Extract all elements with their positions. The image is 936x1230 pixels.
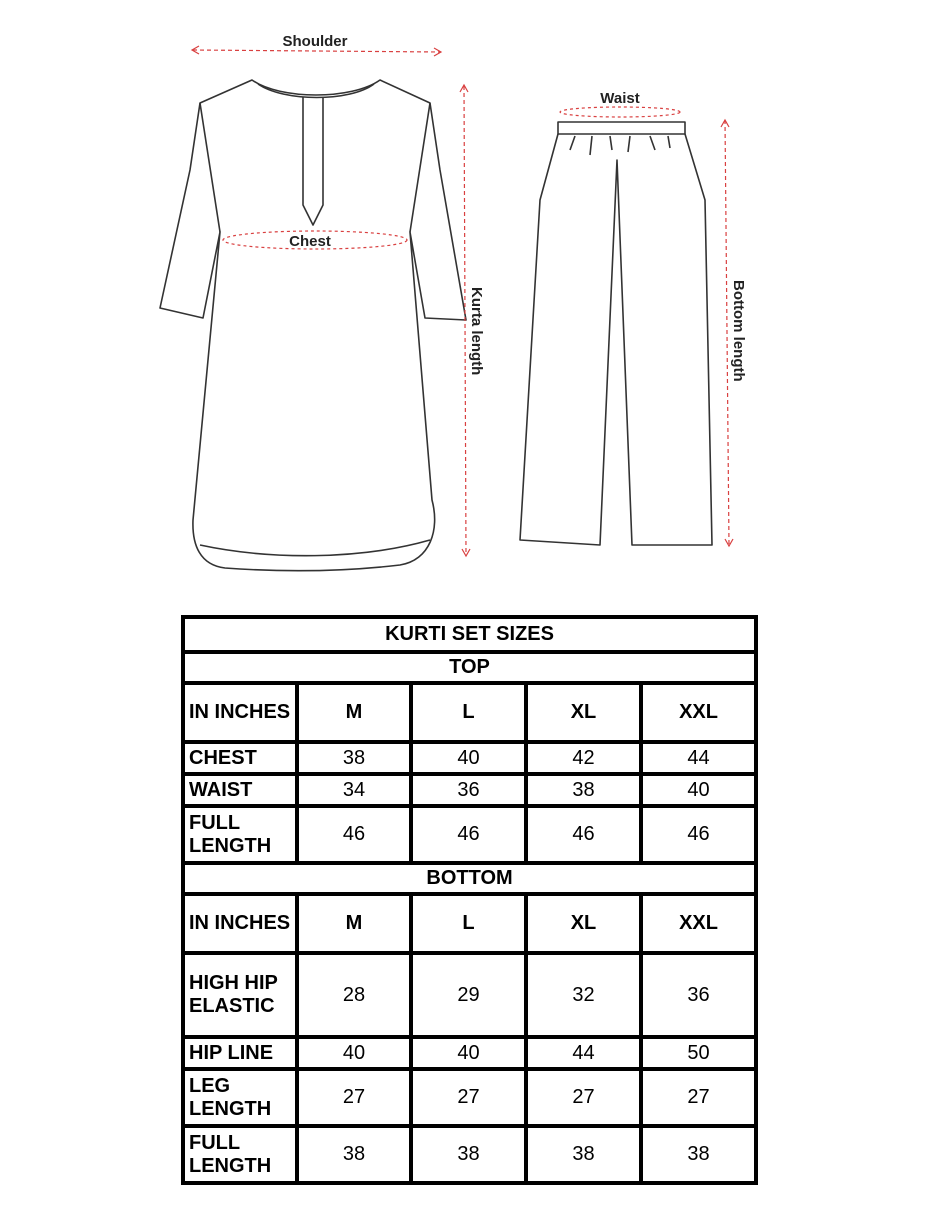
table-title-row: [183, 617, 756, 652]
cell-value: 28: [297, 953, 411, 1037]
cell-value: 44: [526, 1037, 641, 1069]
top-size-header: XL: [526, 683, 641, 742]
waist-label: Waist: [600, 90, 640, 107]
chest-label: Chest: [289, 233, 331, 250]
cell-value: 40: [411, 1037, 526, 1069]
bottom-unit-label: IN INCHES: [183, 894, 297, 953]
cell-value: 36: [641, 953, 756, 1037]
bottom-size-header: L: [411, 894, 526, 953]
kurta-placket: [303, 97, 323, 225]
table-row: [183, 806, 756, 863]
cell-value: 38: [297, 1126, 411, 1183]
kurta-left-sleeve-seam: [200, 103, 220, 232]
cell-value: 36: [411, 774, 526, 806]
kurta-outline: [160, 80, 466, 571]
bottom-size-header: M: [297, 894, 411, 953]
bottom-size-header: XXL: [641, 894, 756, 953]
cell-value: 27: [297, 1069, 411, 1126]
kurta-right-sleeve-seam: [410, 103, 430, 232]
row-label: HIP LINE: [183, 1037, 297, 1069]
cell-value: 40: [411, 742, 526, 774]
row-label: LEG LENGTH: [183, 1069, 297, 1126]
top-header-row: [183, 683, 756, 742]
table-row: [183, 953, 756, 1037]
row-label: FULL LENGTH: [183, 806, 297, 863]
cell-value: 29: [411, 953, 526, 1037]
kurta-length-label: Kurta length: [468, 287, 485, 376]
kurta-drawing: [160, 80, 466, 571]
cell-value: 38: [526, 774, 641, 806]
table-row: [183, 1037, 756, 1069]
cell-value: 27: [526, 1069, 641, 1126]
table-row: [183, 1126, 756, 1183]
kurta-hem-stitch: [200, 540, 430, 556]
top-size-header: M: [297, 683, 411, 742]
cell-value: 38: [411, 1126, 526, 1183]
top-section-row: [183, 652, 756, 683]
cell-value: 40: [297, 1037, 411, 1069]
row-label: WAIST: [183, 774, 297, 806]
waist-measure-ellipse: [560, 107, 680, 117]
bottom-length-measure-line: [725, 120, 729, 545]
bottom-section-row: [183, 863, 756, 894]
pants-waistband: [558, 122, 685, 134]
cell-value: 46: [526, 806, 641, 863]
cell-value: 38: [641, 1126, 756, 1183]
cell-value: 42: [526, 742, 641, 774]
cell-value: 44: [641, 742, 756, 774]
row-label: CHEST: [183, 742, 297, 774]
shoulder-measure-line: [193, 50, 440, 52]
bottom-section-heading: BOTTOM: [183, 863, 756, 894]
bottom-header-row: [183, 894, 756, 953]
cell-value: 50: [641, 1037, 756, 1069]
size-guide-illustration: [0, 0, 936, 600]
shoulder-label: Shoulder: [282, 33, 348, 50]
table-row: [183, 1069, 756, 1126]
top-section-heading: TOP: [183, 652, 756, 683]
cell-value: 32: [526, 953, 641, 1037]
pants-outline: [520, 134, 712, 545]
shoulder-arrow-right: [434, 48, 441, 56]
row-label: HIGH HIP ELASTIC: [183, 953, 297, 1037]
cell-value: 40: [641, 774, 756, 806]
top-size-header: L: [411, 683, 526, 742]
table-title: KURTI SET SIZES: [183, 617, 756, 652]
cell-value: 46: [641, 806, 756, 863]
bottom-length-label: Bottom length: [730, 280, 747, 382]
cell-value: 38: [526, 1126, 641, 1183]
top-size-header: XXL: [641, 683, 756, 742]
cell-value: 27: [641, 1069, 756, 1126]
pants-drawing: [520, 122, 712, 545]
cell-value: 34: [297, 774, 411, 806]
cell-value: 27: [411, 1069, 526, 1126]
table-row: [183, 774, 756, 806]
top-unit-label: IN INCHES: [183, 683, 297, 742]
cell-value: 38: [297, 742, 411, 774]
table-row: [183, 742, 756, 774]
cell-value: 46: [297, 806, 411, 863]
pants-gathers: [570, 136, 670, 155]
size-chart-table: [181, 615, 758, 1185]
row-label: FULL LENGTH: [183, 1126, 297, 1183]
bottom-size-header: XL: [526, 894, 641, 953]
cell-value: 46: [411, 806, 526, 863]
